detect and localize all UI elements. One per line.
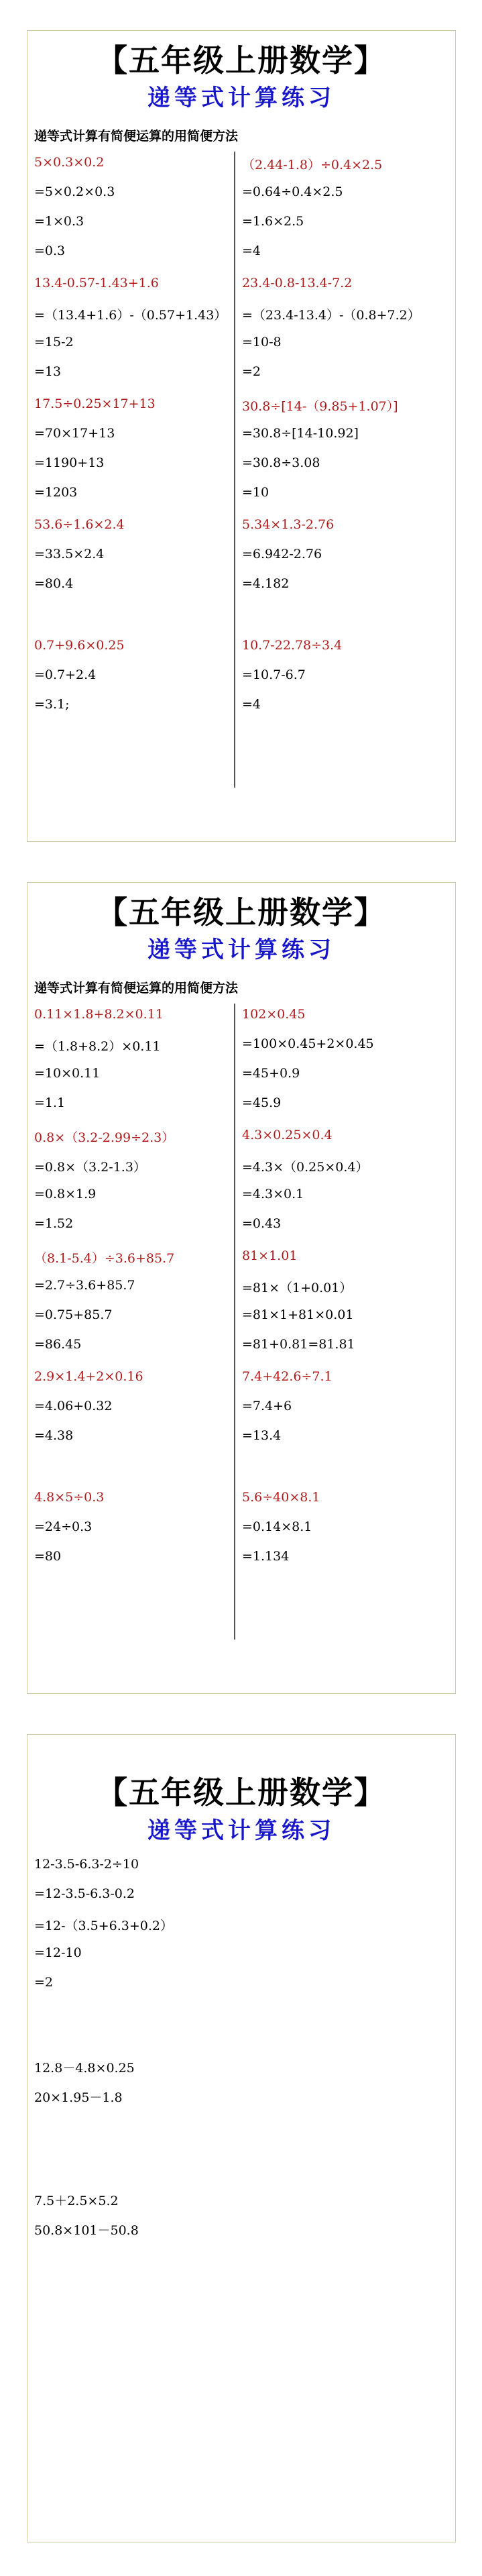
solution-step: =13.4 — [242, 1428, 282, 1443]
solution-step: =1203 — [34, 485, 78, 500]
solution-step: =100×0.45+2×0.45 — [242, 1036, 374, 1051]
problem-expression: 0.8×（3.2-2.99÷2.3） — [34, 1130, 175, 1145]
solution-step: =80.4 — [34, 576, 74, 591]
solution-step: =2.7÷3.6+85.7 — [34, 1278, 135, 1293]
solution-step: =81+0.81=81.81 — [242, 1337, 355, 1352]
instruction-text: 递等式计算有简便运算的用简便方法 — [34, 981, 239, 996]
solution-step: =4 — [242, 244, 261, 258]
problem-expression: 53.6÷1.6×2.4 — [34, 517, 125, 532]
instruction-text: 递等式计算有简便运算的用简便方法 — [34, 129, 239, 144]
solution-step: =4.38 — [34, 1428, 74, 1443]
solution-step: =0.75+85.7 — [34, 1307, 113, 1322]
problem-expression: 7.4+42.6÷7.1 — [242, 1369, 333, 1384]
problem-expression: 81×1.01 — [242, 1248, 298, 1263]
solution-step: =10.7-6.7 — [242, 667, 306, 682]
problem-expression: 4.8×5÷0.3 — [34, 1490, 105, 1505]
problem-expression: 17.5÷0.25×17+13 — [34, 396, 156, 411]
solution-step: =2 — [34, 1975, 54, 1990]
column-divider — [234, 1004, 235, 1640]
solution-step: =（1.8+8.2）×0.11 — [34, 1039, 161, 1054]
solution-step: =1.134 — [242, 1549, 290, 1564]
problem-expression: 4.3×0.25×0.4 — [242, 1128, 333, 1142]
page-title: 【五年级上册数学】 — [97, 894, 386, 930]
solution-step: =4.3×（0.25×0.4） — [242, 1160, 369, 1175]
solution-step: =（23.4-13.4）-（0.8+7.2） — [242, 308, 420, 323]
solution-step: =4.182 — [242, 576, 290, 591]
solution-step: =0.7+2.4 — [34, 667, 97, 682]
solution-step: =7.4+6 — [242, 1399, 292, 1413]
page-title: 【五年级上册数学】 — [97, 1774, 386, 1811]
solution-step: =1.6×2.5 — [242, 214, 304, 229]
solution-step: =81×1+81×0.01 — [242, 1307, 354, 1322]
problem-expression: 2.9×1.4+2×0.16 — [34, 1369, 143, 1384]
solution-step: =15-2 — [34, 335, 74, 350]
solution-step: =1190+13 — [34, 455, 105, 470]
solution-step: =10×0.11 — [34, 1066, 101, 1081]
solution-step: =12-3.5-6.3-0.2 — [34, 1886, 135, 1901]
solution-step: =0.3 — [34, 244, 66, 258]
problem-expression: （2.44-1.8）÷0.4×2.5 — [242, 158, 383, 172]
solution-step: =1×0.3 — [34, 214, 84, 229]
solution-step: =1.52 — [34, 1216, 74, 1231]
worksheet-page-3 — [27, 1734, 456, 2542]
problem-expression: 0.7+9.6×0.25 — [34, 638, 125, 653]
problem-expression: 13.4-0.57-1.43+1.6 — [34, 276, 159, 290]
solution-step: =45+0.9 — [242, 1066, 300, 1081]
solution-step: =45.9 — [242, 1095, 282, 1110]
solution-step: =30.8÷[14-10.92] — [242, 426, 359, 441]
worksheet-page-1 — [27, 30, 456, 842]
solution-step: =（13.4+1.6）-（0.57+1.43） — [34, 308, 227, 323]
solution-step: =0.8×（3.2-1.3） — [34, 1160, 146, 1175]
solution-step: =30.8÷3.08 — [242, 455, 320, 470]
problem-expression: 102×0.45 — [242, 1007, 306, 1022]
problem-expression: 5.6÷40×8.1 — [242, 1490, 320, 1505]
solution-step: =12-（3.5+6.3+0.2） — [34, 1919, 174, 1933]
solution-step: =12-10 — [34, 1945, 82, 1960]
problem-expression: 5×0.3×0.2 — [34, 155, 105, 170]
solution-step: =0.14×8.1 — [242, 1519, 312, 1534]
solution-step: =4.06+0.32 — [34, 1399, 113, 1413]
solution-step: =2 — [242, 364, 261, 379]
solution-step: =6.942-2.76 — [242, 547, 322, 561]
worksheet-page-2 — [27, 882, 456, 1694]
solution-step: =0.43 — [242, 1216, 282, 1231]
solution-step: =13 — [34, 364, 62, 379]
page-title: 【五年级上册数学】 — [97, 42, 386, 78]
solution-step: =70×17+13 — [34, 426, 115, 441]
problem-expression: 30.8÷[14-（9.85+1.07）] — [242, 399, 398, 414]
solution-step: =4.3×0.1 — [242, 1187, 304, 1201]
solution-step: =0.8×1.9 — [34, 1187, 97, 1201]
solution-step: =0.64÷0.4×2.5 — [242, 184, 343, 199]
solution-step: =5×0.2×0.3 — [34, 184, 115, 199]
problem-expression: 0.11×1.8+8.2×0.11 — [34, 1007, 164, 1022]
problem-expression: 10.7-22.78÷3.4 — [242, 638, 343, 653]
solution-step: =4 — [242, 697, 261, 712]
solution-step: =81×（1+0.01） — [242, 1281, 353, 1295]
problem-expression: （8.1-5.4）÷3.6+85.7 — [34, 1251, 175, 1266]
solution-step: =33.5×2.4 — [34, 547, 105, 561]
problem-expression: 50.8×101－50.8 — [34, 2223, 139, 2238]
solution-step: =3.1; — [34, 697, 70, 712]
problem-expression: 5.34×1.3-2.76 — [242, 517, 335, 532]
solution-step: =10-8 — [242, 335, 282, 350]
page-subtitle: 递等式计算练习 — [147, 85, 335, 111]
problem-expression: 20×1.95－1.8 — [34, 2090, 123, 2105]
solution-step: =24÷0.3 — [34, 1519, 93, 1534]
problem-expression: 23.4-0.8-13.4-7.2 — [242, 276, 353, 290]
column-divider — [234, 152, 235, 788]
solution-step: =86.45 — [34, 1337, 82, 1352]
solution-step: =1.1 — [34, 1095, 66, 1110]
page-subtitle: 递等式计算练习 — [147, 936, 335, 963]
problem-expression: 12.8－4.8×0.25 — [34, 2061, 135, 2076]
page-subtitle: 递等式计算练习 — [147, 1817, 335, 1844]
solution-step: =80 — [34, 1549, 62, 1564]
problem-expression: 12-3.5-6.3-2÷10 — [34, 1857, 139, 1872]
solution-step: =10 — [242, 485, 269, 500]
problem-expression: 7.5＋2.5×5.2 — [34, 2194, 119, 2208]
